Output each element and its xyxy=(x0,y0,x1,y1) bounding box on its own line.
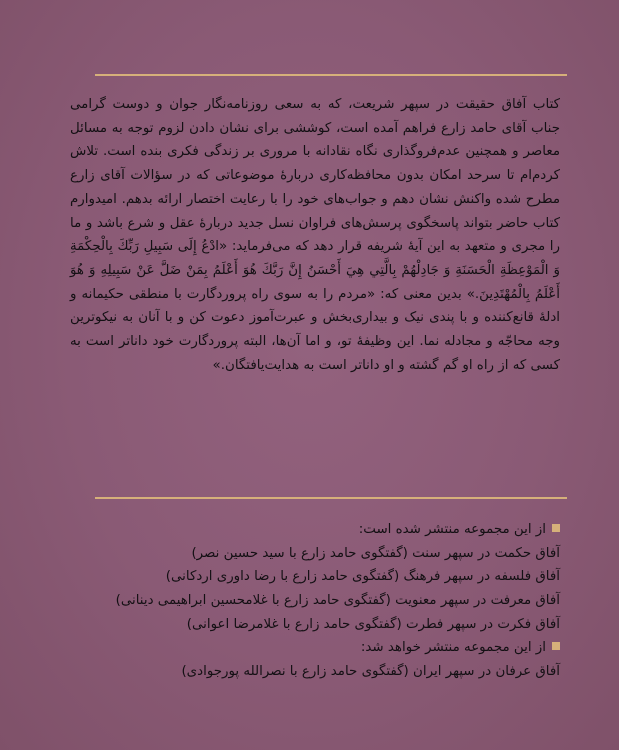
upcoming-heading xyxy=(60,636,560,660)
published-heading-text: از این مجموعه منتشر شده است: xyxy=(358,522,546,537)
square-bullet-icon xyxy=(552,524,560,532)
top-divider xyxy=(95,74,567,76)
series-list xyxy=(60,518,560,684)
published-book-4: آفاق فکرت در سپهر فطرت (گفتگوی حامد زارع با غلامرضا اعوانی) xyxy=(186,616,560,632)
upcoming-book-1: آفاق عرفان در سپهر ایران (گفتگوی حامد زارع با نصرالله پورجوادی) xyxy=(181,664,560,680)
middle-divider xyxy=(95,497,567,499)
square-bullet-icon xyxy=(552,642,560,650)
published-book-1: آفاق حکمت در سپهر سنت (گفتگوی حامد زارع با سید حسین نصر) xyxy=(191,545,560,561)
description-paragraph: کتاب آفاق حقیقت در سپهر شریعت، که به سعی روزنامه‌نگار جوان و دوست گرامی جناب آقای حامد زارع فراهم آمده است، کوششی برای نشان دادن لزوم توجه به مسائل معاصر و همچنین عدم‌فروگذاری نگاه نقادانه با مروری بر زندگی فکری بنده است. تلاش کردم‌ام تا سرحد امکان بدون محافظه‌کاری دربارهٔ موضوعاتی که در سؤالات آقای زارع مطرح شده واکنش نشان دهم و جواب‌های خود را با رعایت اختصار ارائه بدهم. امیدوارم کتاب حاضر بتواند پاسخگوی پرسش‌های فراوان نسل جدید دربارهٔ عقل و شرع باشد و ما را مجری و متعهد به این آیهٔ شریفه قرار دهد که می‌فرماید: «ادْعُ إِلَى سَبِيلِ رَبِّكَ بِالْحِكْمَةِ وَ الْمَوْعِظَةِ الْحَسَنَةِ وَ جَادِلْهُمْ بِالَّتِي هِيَ أَحْسَنُ إِنَّ رَبَّكَ هُوَ أَعْلَمُ بِمَنْ ضَلَّ عَنْ سَبِيلِهِ وَ هُوَ أَعْلَمُ بِالْمُهْتَدِينَ.» بدین معنی که: «مردم را به سوی راه پروردگارت با منطقی حکیمانه و ادلهٔ قانع‌کننده و با پندی نیک و بیداری‌بخش و عبرت‌آموز دعوت کن و با آنان به نیکوترین وجه محاجّه و مجادله نما. این وظیفهٔ تو، و اما آن‌ها، البته پروردگارت خود داناتر است به کسی که از راه او گم گشته و او داناتر است به هدایت‌یافتگان.» xyxy=(70,97,560,373)
upcoming-heading-text: از این مجموعه منتشر خواهد شد: xyxy=(360,640,546,656)
published-book-3: آفاق معرفت در سپهر معنویت (گفتگوی حامد زارع با غلامحسین ابراهیمی دینانی) xyxy=(115,593,560,609)
book-description xyxy=(70,93,560,377)
published-book-2: آفاق فلسفه در سپهر فرهنگ (گفتگوی حامد زارع با رضا داوری اردکانی) xyxy=(165,569,560,585)
published-heading xyxy=(60,518,560,542)
